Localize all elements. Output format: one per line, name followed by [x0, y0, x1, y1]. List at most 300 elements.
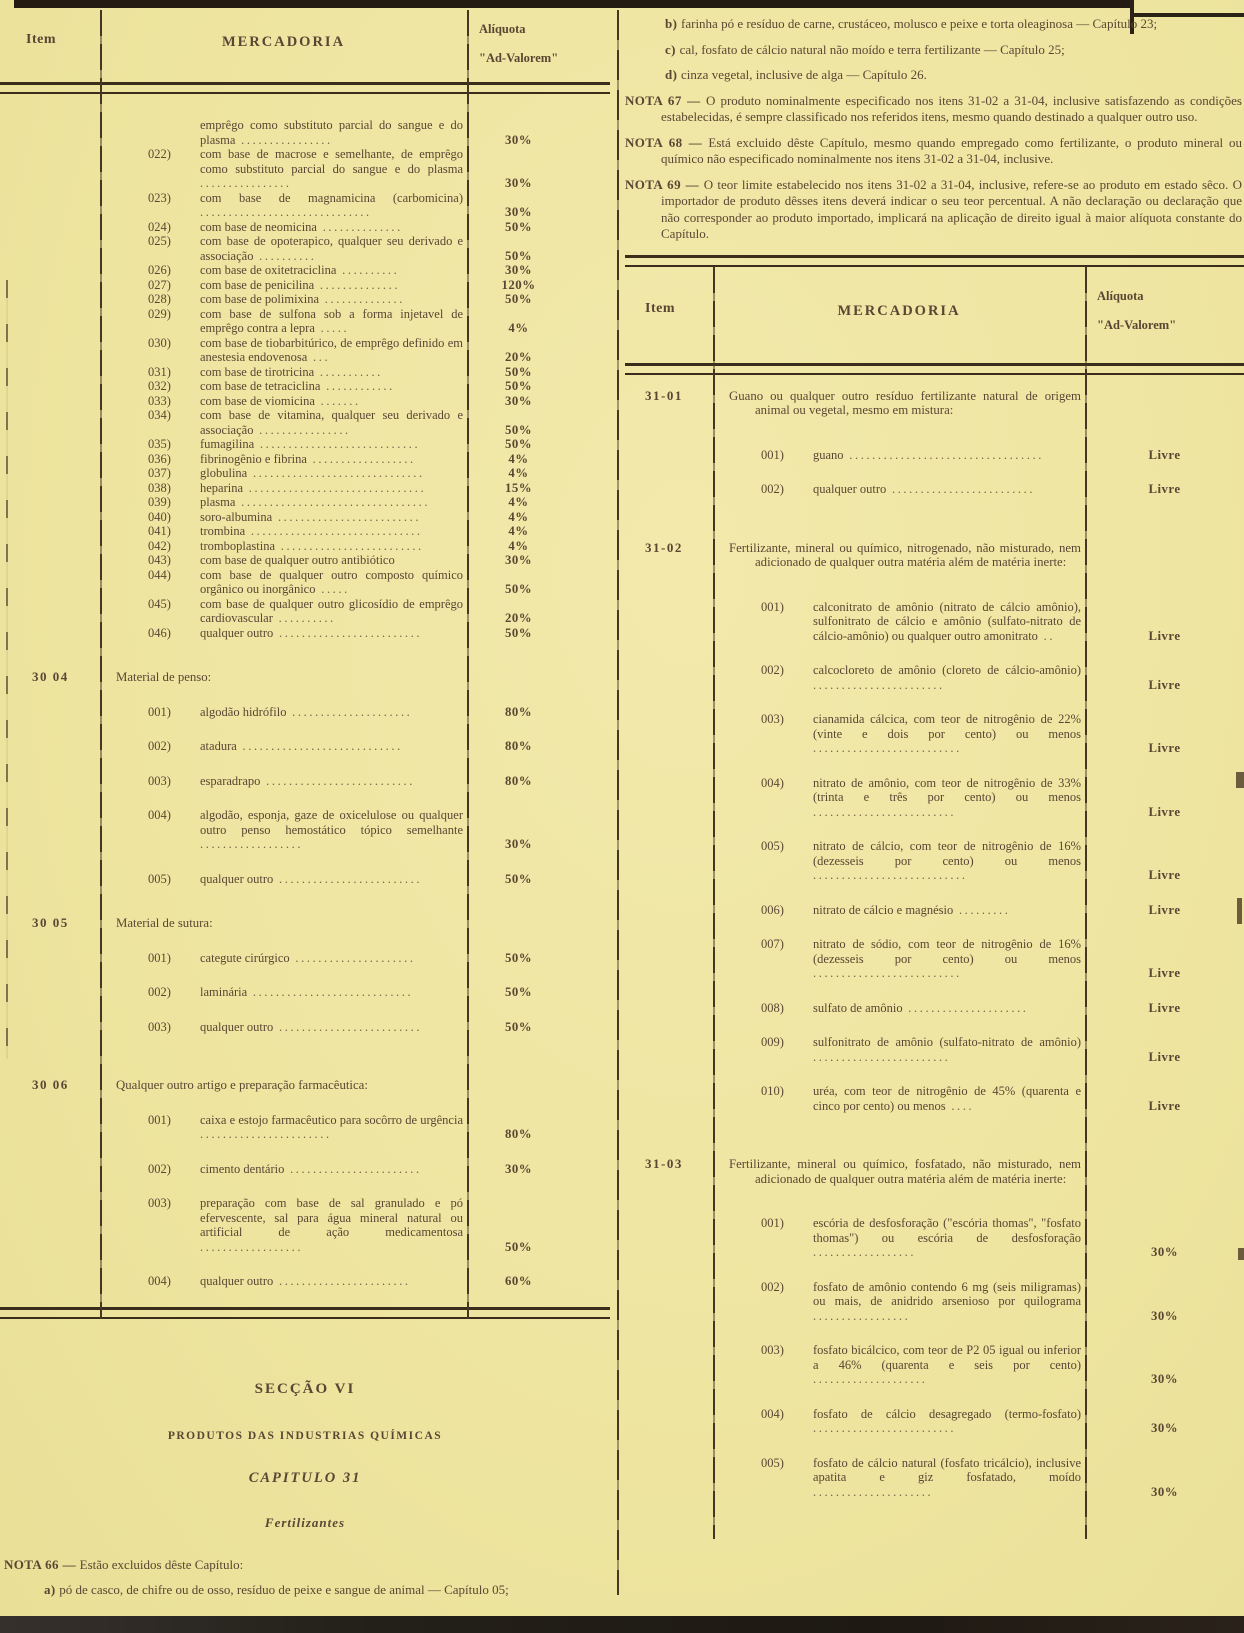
dot-leader: ..................... — [813, 1484, 934, 1499]
col-header-item: Item — [645, 300, 675, 316]
tariff-item-row — [625, 1216, 1244, 1260]
tariff-item-row — [0, 1020, 610, 1035]
tariff-heading-row — [625, 541, 1244, 570]
rate-value: Livre — [1148, 966, 1181, 980]
item-number: 001) — [761, 599, 784, 614]
item-text: com base de viomicina — [200, 393, 315, 408]
item-code — [625, 903, 713, 918]
item-code — [0, 394, 100, 409]
rate-value: 50% — [504, 1019, 533, 1034]
item-number: 023) — [148, 190, 171, 205]
item-number: 008) — [761, 1000, 784, 1015]
item-text: Material de sutura: — [116, 916, 213, 930]
item-text: fosfato de cálcio natural (fosfato tricálcio), inclusive apatita e giz fosfatado, moído — [813, 1455, 1081, 1484]
dot-leader: ........... — [314, 364, 383, 379]
item-text: fosfato de amônio contendo 6 mg (seis miligramas) ou mais, de anidrido arsenioso por quilograma — [813, 1279, 1081, 1308]
item-text: Qualquer outro artigo e preparação farmacêutica: — [116, 1078, 368, 1092]
note-label: c) — [665, 41, 680, 57]
item-description — [713, 1157, 1085, 1186]
rate-value: Livre — [1148, 628, 1181, 643]
tariff-item-row — [0, 524, 610, 539]
item-description — [713, 1001, 1085, 1016]
item-code — [0, 220, 100, 235]
item-number: 003) — [148, 1196, 171, 1210]
rate-value: 50% — [504, 422, 533, 437]
item-code — [625, 482, 713, 497]
item-code — [0, 705, 100, 720]
item-description — [713, 448, 1085, 463]
dot-leader: .................. — [200, 837, 304, 851]
item-text: qualquer outro — [200, 625, 274, 640]
note-text: pó de casco, de chifre ou de osso, resíduo de peixe e sangue de animal — Capítulo 05; — [59, 1582, 509, 1597]
dot-leader: ......................... — [273, 871, 423, 886]
rate-value: 30% — [504, 263, 533, 277]
item-description — [100, 118, 467, 147]
rate-value: 30% — [1150, 1484, 1179, 1499]
item-description — [100, 916, 467, 931]
col-header-mercadoria: MERCADORIA — [221, 34, 346, 50]
item-code: 31-01 — [645, 387, 683, 403]
print-artifact-bottom-bar — [0, 1616, 1244, 1633]
item-number: 046) — [148, 625, 171, 640]
item-code — [0, 553, 100, 568]
item-number: 002) — [148, 985, 171, 999]
table-rule — [625, 255, 1244, 267]
chapter-notes — [0, 1557, 610, 1599]
item-code — [0, 739, 100, 754]
rate-value: 30% — [504, 1161, 533, 1176]
item-number: 001) — [148, 1112, 171, 1127]
note-paragraph — [625, 135, 1242, 168]
item-number: 026) — [148, 263, 171, 277]
item-description — [100, 394, 467, 409]
dot-leader: ....................... — [284, 1161, 422, 1176]
dot-leader: ....... — [314, 393, 361, 408]
item-description — [100, 670, 467, 685]
item-description — [713, 1216, 1085, 1260]
tariff-item-row — [0, 626, 610, 641]
item-code — [0, 872, 100, 887]
note-text: Estão excluidos dêste Capítulo: — [79, 1556, 244, 1572]
item-text: Fertilizante, mineral ou químico, nitrogenado, não misturado, nem adicionado de qualquer outra matéria além de matéria inerte: — [729, 540, 1081, 569]
tariff-item-row — [625, 1280, 1244, 1324]
dot-leader: ......................... — [813, 1421, 957, 1435]
tariff-item-row — [625, 776, 1244, 820]
item-code — [0, 524, 100, 539]
col-header-aliquota-line1: Alíquota — [1097, 288, 1144, 303]
dot-leader: ......................... — [886, 482, 1036, 496]
tariff-item-row — [0, 951, 610, 966]
item-code — [625, 1280, 713, 1324]
tariff-item-row — [0, 808, 610, 852]
dot-leader: .... — [945, 1098, 975, 1113]
col-header-aliquota — [1085, 267, 1244, 363]
item-text: com base de opoterapico, qualquer seu derivado e associação — [200, 234, 463, 263]
item-number: 030) — [148, 335, 171, 350]
item-text: laminária — [200, 985, 248, 999]
tariff-item-row — [0, 539, 610, 554]
item-code — [0, 452, 100, 467]
item-number: 037) — [148, 466, 171, 480]
item-description — [713, 1084, 1085, 1113]
item-text: com base de macrose e semelhante, de emprêgo como substituto parcial do sangue e do plasma — [200, 147, 463, 176]
dot-leader: ... — [307, 350, 331, 364]
chapter-subtitle: Fertilizantes — [264, 1514, 346, 1530]
col-header-aliquota-line2: "Ad-Valorem" — [1097, 317, 1177, 332]
item-code — [0, 118, 100, 147]
tariff-item-row — [0, 481, 610, 496]
table-rule — [0, 1307, 610, 1319]
item-text: Fertilizante, mineral ou químico, fosfatado, não misturado, nem adicionado de qualquer outra matéria além de matéria inerte: — [729, 1157, 1081, 1186]
rate-value: 30% — [504, 837, 533, 851]
dot-leader: ..................... — [902, 1000, 1029, 1015]
rate-value: 30% — [504, 205, 533, 219]
item-code — [625, 663, 713, 692]
dot-leader: ......................... — [272, 509, 422, 524]
tariff-item-row — [625, 1001, 1244, 1016]
item-code — [0, 336, 100, 365]
item-number: 045) — [148, 596, 171, 611]
section-subtitle: PRODUTOS DAS INDUSTRIAS QUÍMICAS — [167, 1429, 443, 1442]
item-number: 035) — [148, 437, 171, 451]
item-code — [625, 1343, 713, 1387]
rate-value: Livre — [1148, 1098, 1181, 1113]
item-number: 007) — [761, 937, 784, 951]
item-code: 30 04 — [32, 669, 69, 684]
rate-value: 30% — [504, 553, 533, 567]
item-code — [0, 481, 100, 496]
rate-value: 30% — [1150, 1308, 1179, 1323]
tariff-item-row — [0, 872, 610, 887]
item-text: escória de desfosforação ("escória thomas", "fosfato thomas") ou escória de desfosforação — [813, 1216, 1081, 1245]
item-code — [0, 379, 100, 394]
item-description — [100, 553, 467, 568]
item-description — [713, 389, 1085, 418]
dot-leader: ............................ — [236, 739, 403, 753]
dot-leader: ......................... — [275, 538, 424, 553]
tariff-heading-row — [625, 389, 1244, 418]
tariff-item-row — [625, 1456, 1244, 1500]
rate-value: 50% — [504, 364, 533, 379]
rate-value: 4% — [508, 466, 529, 480]
rate-value: 80% — [504, 773, 533, 788]
item-text: atadura — [200, 739, 237, 753]
item-description — [713, 839, 1085, 883]
note-label: NOTA 68 — — [625, 134, 709, 150]
item-description — [100, 985, 467, 1000]
item-code — [625, 1001, 713, 1016]
item-description — [713, 903, 1085, 918]
item-description — [100, 1274, 467, 1289]
item-code — [0, 408, 100, 437]
tariff-heading-row — [0, 670, 610, 685]
item-text: com base de tiobarbitúrico, de emprêgo definido em anestesia endovenosa — [200, 335, 463, 364]
item-number: 025) — [148, 234, 171, 248]
item-description — [713, 541, 1085, 570]
item-text: tromboplastina — [200, 538, 275, 553]
item-text: algodão, esponja, gaze de oxicelulose ou qualquer outro penso hemostático tópico semelhante — [200, 808, 463, 837]
item-description — [100, 626, 467, 641]
item-text: qualquer outro — [813, 482, 887, 496]
item-text: com base de qualquer outro antibiótico — [200, 553, 395, 567]
dot-leader: .................. — [306, 451, 416, 466]
item-description — [100, 539, 467, 554]
item-number: 004) — [761, 1406, 784, 1421]
item-number: 005) — [761, 1455, 784, 1470]
item-code — [625, 1084, 713, 1113]
rate-value: 4% — [508, 538, 529, 553]
rate-value: 30% — [1150, 1245, 1179, 1259]
item-description — [100, 510, 467, 525]
dot-leader: .................... — [813, 1372, 928, 1386]
item-text: caixa e estojo farmacêutico para socôrro de urgência — [200, 1112, 463, 1127]
item-description — [100, 568, 467, 597]
item-text: com base de sulfona sob a forma injetavel de emprêgo contra a lepra — [200, 306, 463, 335]
table-header-left — [0, 10, 610, 82]
dot-leader: .......................... — [813, 966, 962, 980]
item-text: com base de oxitetraciclina — [200, 263, 337, 277]
item-text: emprêgo como substituto parcial do sangue e do plasma — [200, 118, 463, 147]
rate-value: Livre — [1148, 482, 1181, 496]
item-text: calcocloreto de amônio (cloreto de cálcio-amônio) — [813, 663, 1081, 677]
note-paragraph — [625, 177, 1242, 243]
tariff-heading-row — [625, 1157, 1244, 1186]
item-code — [0, 292, 100, 307]
rate-value: 50% — [504, 248, 533, 263]
item-description — [100, 951, 467, 966]
dot-leader: ........................ — [813, 1049, 951, 1064]
tariff-item-row — [0, 408, 610, 437]
item-number: 005) — [761, 839, 784, 853]
item-number: 028) — [148, 292, 171, 306]
dot-leader: .............................. — [247, 466, 425, 480]
item-code — [0, 278, 100, 293]
print-artifact-top-bar — [14, 0, 1132, 8]
rate-value: 50% — [504, 219, 533, 234]
item-text: fibrinogênio e fibrina — [200, 451, 307, 466]
item-description — [713, 1456, 1085, 1500]
item-number: 002) — [148, 1161, 171, 1176]
item-description — [100, 481, 467, 496]
dot-leader: ......... — [953, 902, 1011, 917]
tariff-table-right — [625, 255, 1244, 1540]
note-text: Está excluido dêste Capítulo, mesmo quando empregado como fertilizante, o produto mineral ou químico não especificado nominalmente nos itens 31-02 a 31-04, inclusive. — [661, 134, 1242, 166]
dot-leader: ................................. — [235, 495, 431, 509]
note-text: cinza vegetal, inclusive de alga — Capítulo 26. — [681, 67, 927, 82]
item-description — [100, 705, 467, 720]
item-number: 003) — [761, 1343, 784, 1357]
item-code — [0, 307, 100, 336]
item-text: heparina — [200, 480, 244, 495]
item-description — [100, 292, 467, 307]
item-code — [625, 448, 713, 463]
item-text: nitrato de amônio, com teor de nitrogênio de 33% (trinta e três por cento) ou menos — [813, 775, 1081, 804]
tariff-item-row — [0, 263, 610, 278]
item-description — [100, 408, 467, 437]
rate-value: 4% — [508, 495, 529, 509]
item-text: com base de magnamicina (carbomicina) — [200, 190, 463, 205]
tariff-item-row — [0, 553, 610, 568]
item-description — [100, 808, 467, 852]
rate-value: 20% — [504, 350, 533, 364]
dot-leader: .......... — [253, 248, 317, 263]
item-description — [100, 147, 467, 191]
item-description — [100, 597, 467, 626]
item-number: 044) — [148, 567, 171, 582]
dot-leader: ............................... — [243, 480, 427, 495]
item-description — [100, 263, 467, 278]
item-text: fosfato de cálcio desagregado (termo-fosfato) — [813, 1406, 1081, 1421]
item-description — [100, 336, 467, 365]
dot-leader: .......................... — [260, 773, 415, 788]
item-text: com base de qualquer outro glicosídio de emprêgo cardiovascular — [200, 596, 463, 625]
rate-value: Livre — [1148, 741, 1181, 755]
item-code — [0, 1162, 100, 1177]
item-number: 029) — [148, 306, 171, 321]
tariff-heading-row — [0, 1078, 610, 1093]
item-number: 032) — [148, 379, 171, 393]
table-header-right — [625, 267, 1244, 363]
note-paragraph — [4, 1557, 608, 1574]
dot-leader: .................. — [813, 1245, 917, 1259]
tariff-item-row — [625, 1084, 1244, 1113]
item-number: 010) — [761, 1084, 784, 1098]
col-header-mercadoria: MERCADORIA — [837, 302, 961, 319]
item-code — [0, 568, 100, 597]
item-number: 005) — [148, 871, 171, 886]
note-label: d) — [665, 67, 682, 82]
tariff-item-row — [0, 191, 610, 220]
col-header-aliquota-line2: "Ad-Valorem" — [479, 51, 559, 65]
item-text: com base de qualquer outro composto químico orgânico ou inorgânico — [200, 567, 463, 596]
item-description — [100, 1020, 467, 1035]
note-paragraph — [625, 93, 1242, 126]
table-body-right — [625, 375, 1244, 1540]
tariff-item-row — [0, 510, 610, 525]
item-number: 003) — [148, 773, 171, 788]
rate-value: 20% — [504, 611, 533, 625]
column-divider-line — [617, 10, 619, 1595]
rate-value: 50% — [504, 582, 533, 596]
item-code — [0, 626, 100, 641]
item-code — [0, 1196, 100, 1254]
dot-leader: ....................... — [200, 1127, 332, 1141]
item-description — [100, 452, 467, 467]
dot-leader: ................ — [235, 132, 333, 147]
item-code — [0, 597, 100, 626]
dot-leader: .............................. — [245, 524, 423, 538]
item-description — [100, 466, 467, 481]
item-text: qualquer outro — [200, 1274, 274, 1288]
dot-leader: ..................... — [286, 704, 413, 719]
item-number: 004) — [148, 1274, 171, 1288]
tariff-item-row — [0, 774, 610, 789]
tariff-heading-row — [0, 916, 610, 931]
item-text: cimento dentário — [200, 1161, 285, 1176]
col-header-aliquota-line1: Alíquota — [479, 22, 526, 36]
tariff-item-row — [0, 437, 610, 452]
item-description — [713, 663, 1085, 692]
rate-value: 50% — [504, 379, 533, 393]
rate-value: 4% — [508, 509, 529, 524]
note-label: a) — [44, 1582, 60, 1597]
item-text: esparadrapo — [200, 773, 261, 788]
item-code — [0, 808, 100, 852]
item-number: 001) — [148, 704, 171, 719]
tariff-item-row — [0, 147, 610, 191]
tariff-item-row — [0, 739, 610, 754]
item-number: 034) — [148, 408, 171, 422]
item-code — [0, 437, 100, 452]
item-text: Guano ou qualquer outro resíduo fertilizante natural de origem animal ou vegetal, mesmo em mistura: — [729, 388, 1081, 417]
rate-value: 50% — [504, 625, 533, 640]
rate-value: Livre — [1148, 677, 1181, 692]
item-code — [0, 191, 100, 220]
item-code — [0, 234, 100, 263]
item-number: 031) — [148, 364, 171, 379]
item-description — [100, 365, 467, 380]
item-code — [0, 774, 100, 789]
tariff-item-row — [0, 466, 610, 481]
item-code — [625, 776, 713, 820]
item-code — [0, 466, 100, 481]
item-text: com base de tetraciclina — [200, 379, 321, 393]
dot-leader: ..................... — [289, 950, 416, 965]
rate-value: 4% — [508, 451, 529, 466]
left-column — [0, 10, 610, 1608]
item-text: soro-albumina — [200, 509, 273, 524]
tariff-item-row — [625, 482, 1244, 497]
col-header-aliquota — [467, 10, 610, 82]
item-description — [713, 1035, 1085, 1064]
note-label: b) — [665, 16, 682, 31]
item-number: 009) — [761, 1035, 784, 1049]
dot-leader: .......... — [272, 611, 336, 625]
rate-value: 50% — [504, 292, 533, 306]
dot-leader: ............................ — [254, 437, 421, 451]
tariff-item-row — [0, 220, 610, 235]
item-number: 033) — [148, 393, 171, 408]
rate-value: 30% — [1150, 1372, 1179, 1386]
dot-leader: .......................... — [813, 741, 962, 755]
item-description — [100, 524, 467, 539]
item-text: plasma — [200, 495, 236, 509]
item-text: com base de penicilina — [200, 277, 315, 292]
tariff-item-row — [0, 1274, 610, 1289]
item-code — [0, 1274, 100, 1289]
item-description — [100, 872, 467, 887]
tariff-item-row — [0, 1113, 610, 1142]
right-column — [625, 16, 1244, 1539]
item-number: 039) — [148, 495, 171, 509]
item-description — [713, 776, 1085, 820]
tariff-item-row — [625, 663, 1244, 692]
item-text: fumagilina — [200, 437, 255, 451]
rate-value: 30% — [504, 393, 533, 408]
tariff-item-row — [0, 292, 610, 307]
item-code — [0, 365, 100, 380]
tariff-item-row — [625, 448, 1244, 463]
note-text: O teor limite estabelecido nos itens 31-02 a 31-04, inclusive, refere-se ao produto em estado sêco. O importador de produto dêsses itens deverá indicar o seu teor percentual. A não declaração ou declaração que não corresponder ao produto importado, implicará na aplicação de direito igual à maior alíquota constante do Capítulo. — [661, 176, 1242, 241]
item-code — [625, 1456, 713, 1500]
item-number: 040) — [148, 509, 171, 524]
item-description — [100, 220, 467, 235]
item-description — [713, 600, 1085, 644]
note-paragraph — [625, 67, 1242, 84]
tariff-item-row — [0, 379, 610, 394]
item-code — [625, 839, 713, 883]
item-number: 022) — [148, 147, 171, 161]
